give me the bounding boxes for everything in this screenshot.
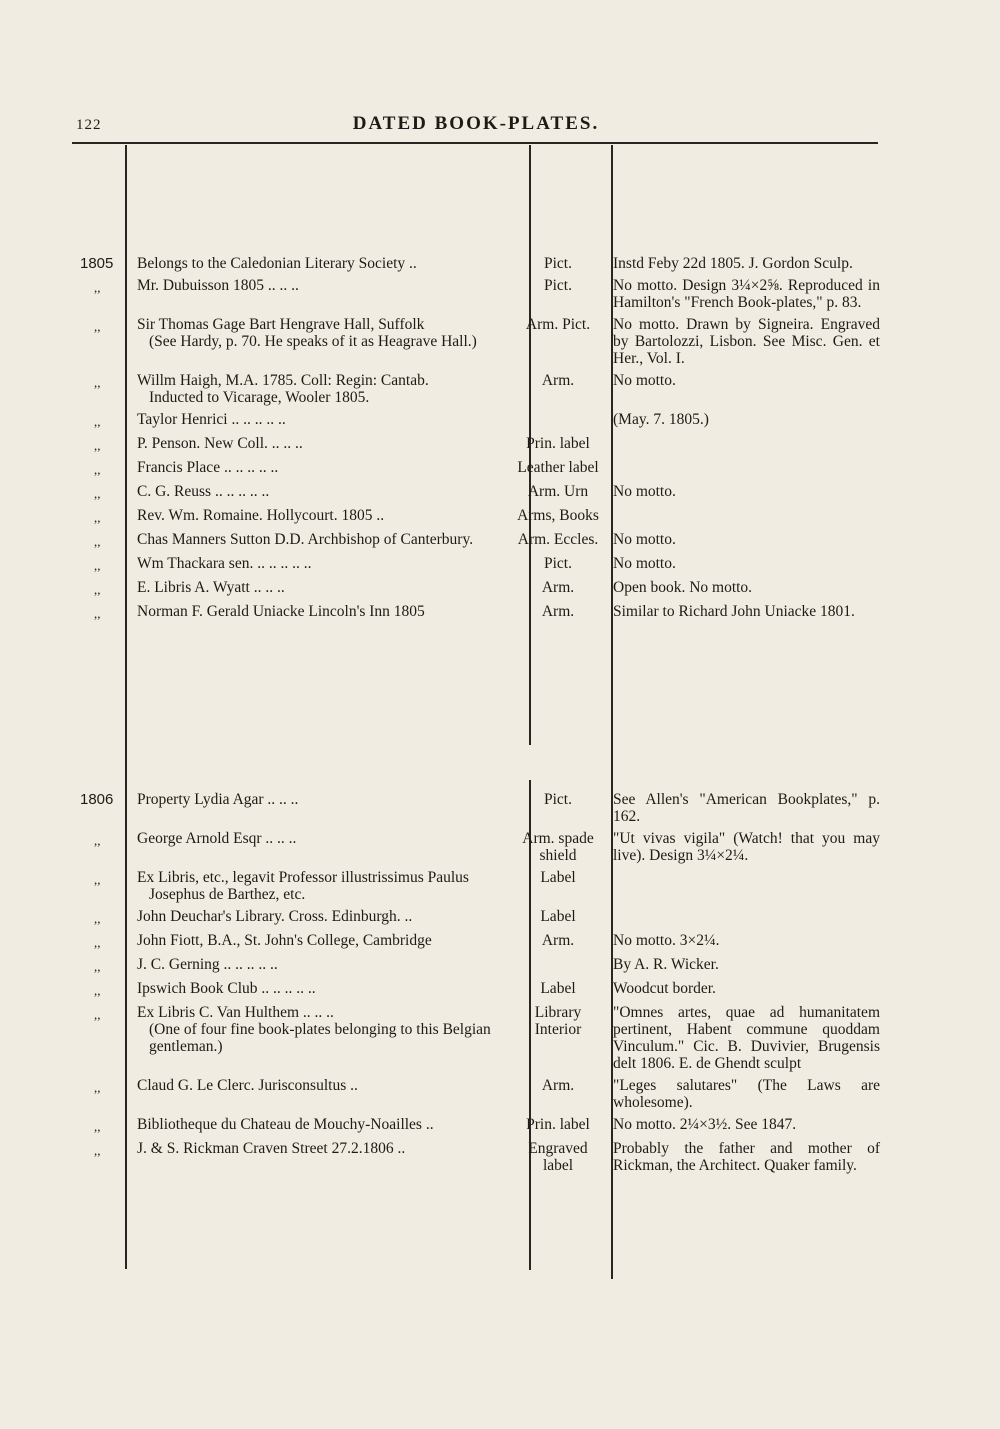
owner-subnote: (See Hardy, p. 70. He speaks of it as Heagrave Hall.) [149,333,477,350]
style-cell: Prin. label [526,435,590,452]
owner-cell [132,411,517,428]
year-cell: ,, [94,510,101,525]
owner-cell [132,869,517,903]
owner-name: Claud G. Le Clerc. Jurisconsultus .. [137,1077,358,1094]
page-header [72,113,880,143]
style-cell: Label [540,908,576,925]
owner-cell [132,277,517,294]
owner-subnote: Inducted to Vicarage, Wooler 1805. [149,389,370,406]
owner-name: Rev. Wm. Romaine. Hollycourt. 1805 .. [137,507,385,524]
owner-cell [132,507,517,524]
year-cell: ,, [94,375,101,390]
notes-cell: Instd Feby 22d 1805. J. Gordon Sculp. [613,255,853,272]
year-cell: ,, [94,959,101,974]
notes-cell: "Ut vivas vigila" (Watch! that you may live). Design 3¼×2¼. [613,830,880,864]
year-cell: ,, [94,414,101,429]
notes-cell: Woodcut border. [613,980,716,997]
style-cell: Arm. spade shield [522,830,594,864]
year-cell: ,, [94,1007,101,1022]
year-cell: ,, [94,1080,101,1095]
year-cell: ,, [94,582,101,597]
owner-cell [132,791,517,808]
owner-name: Chas Manners Sutton D.D. Archbishop of Canterbury. [137,531,474,548]
table-row [72,255,880,272]
owner-name: Sir Thomas Gage Bart Hengrave Hall, Suffolk [137,316,425,333]
year-cell: ,, [94,872,101,887]
style-cell: Arm. Pict. [525,316,591,333]
style-cell: Arm. Urn [527,483,589,500]
table-row [72,1140,880,1174]
table-row [72,411,880,430]
table-row [72,603,880,622]
owner-name: Bibliotheque du Chateau de Mouchy-Noailles .. [137,1116,434,1133]
style-cell: Pict. [544,791,572,808]
owner-cell [132,603,517,620]
table-row [72,555,880,574]
notes-cell: No motto. 3×2¼. [613,932,720,949]
notes-cell: Similar to Richard John Uniacke 1801. [613,603,855,620]
table-row [72,1004,880,1072]
owner-name: Ex Libris C. Van Hulthem .. .. .. [137,1004,334,1021]
owner-cell [132,956,517,973]
table-row [72,791,880,825]
year-cell: ,, [94,1143,101,1158]
notes-cell: "Leges salutares" (The Laws are wholesome). [613,1077,880,1111]
owner-cell [132,908,517,925]
year-cell: ,, [94,534,101,549]
section-1805 [72,255,880,627]
notes-cell: Open book. No motto. [613,579,753,596]
table-row [72,531,880,550]
style-cell: Pict. [544,277,572,294]
style-cell: Arm. [541,579,575,596]
notes-cell: See Allen's "American Bookplates," p. 162. [613,791,880,825]
year-cell: 1805 [80,255,114,272]
notes-cell: No motto. Drawn by Signeira. Engraved by Bartolozzi, Lisbon. See Misc. Gen. et Her., Vol. I. [613,316,880,367]
year-cell: ,, [94,833,101,848]
owner-name: Ex Libris, etc., legavit Professor illustrissimus Paulus [137,869,469,886]
style-cell: Pict. [544,255,572,272]
style-cell: Leather label [517,459,599,476]
running-title: DATED BOOK-PLATES. [352,113,600,134]
year-cell: ,, [94,935,101,950]
owner-cell [132,579,517,596]
table-row [72,869,880,903]
owner-name: J. C. Gerning .. .. .. .. .. [137,956,278,973]
notes-cell: No motto. [613,555,676,572]
year-cell: ,, [94,438,101,453]
table-row [72,830,880,864]
table-row [72,483,880,502]
header-rule [72,142,878,144]
notes-cell: "Omnes artes, quae ad humanitatem pertinent, Habent commune quoddam Vinculum." Cic. B. Duvivier, Brugensis delt 1806. E. de Ghendt sculpt [613,1004,880,1072]
year-cell: ,, [94,486,101,501]
style-cell: Label [540,980,576,997]
owner-cell [132,555,517,572]
style-cell: Arm. [541,932,575,949]
owner-name: C. G. Reuss .. .. .. .. .. [137,483,270,500]
owner-name: Francis Place .. .. .. .. .. [137,459,279,476]
table-row [72,1116,880,1135]
owner-cell [132,435,517,452]
owner-cell [132,1140,517,1157]
style-cell: Prin. label [526,1116,590,1133]
notes-cell: (May. 7. 1805.) [613,411,709,428]
owner-subnote: Josephus de Barthez, etc. [149,886,306,903]
year-cell: ,, [94,558,101,573]
notes-cell: No motto. [613,372,676,389]
owner-name: Willm Haigh, M.A. 1785. Coll: Regin: Cantab. [137,372,429,389]
table-row [72,956,880,975]
year-cell: ,, [94,606,101,621]
style-cell: Arm. Eccles. [517,531,599,548]
table-row [72,932,880,951]
owner-name: P. Penson. New Coll. .. .. .. [137,435,303,452]
notes-cell: No motto. 2¼×3½. See 1847. [613,1116,797,1133]
year-cell: 1806 [80,791,114,808]
owner-name: Wm Thackara sen. .. .. .. .. .. [137,555,312,572]
notes-cell: Probably the father and mother of Rickman, the Architect. Quaker family. [613,1140,880,1174]
style-cell: Arm. [541,372,575,389]
table-row [72,316,880,367]
year-cell: ,, [94,1119,101,1134]
owner-cell [132,1116,517,1133]
table-row [72,980,880,999]
table-row [72,435,880,454]
style-cell: Engraved label [528,1140,588,1174]
owner-cell [132,483,517,500]
year-cell: ,, [94,462,101,477]
owner-name: Belongs to the Caledonian Literary Society .. [137,255,417,272]
owner-cell [132,1077,517,1094]
year-cell: ,, [94,911,101,926]
table-row [72,579,880,598]
style-cell: Pict. [544,555,572,572]
table-row [72,277,880,311]
owner-cell [132,459,517,476]
notes-cell: No motto. [613,531,676,548]
year-cell: ,, [94,983,101,998]
owner-cell [132,372,517,406]
table-row [72,459,880,478]
table-row [72,1077,880,1111]
style-cell: Arm. [541,603,575,620]
table-row [72,372,880,406]
owner-cell [132,932,517,949]
table-row [72,507,880,526]
owner-cell [132,980,517,997]
table-row [72,908,880,927]
style-cell: Arms, Books [517,507,599,524]
owner-cell [132,255,517,272]
style-cell: Library Interior [534,1004,582,1038]
owner-name: Ipswich Book Club .. .. .. .. .. [137,980,316,997]
owner-name: Norman F. Gerald Uniacke Lincoln's Inn 1805 [137,603,425,620]
owner-subnote: (One of four fine book-plates belonging to this Belgian gentleman.) [149,1021,491,1055]
owner-name: E. Libris A. Wyatt .. .. .. [137,579,285,596]
owner-cell [132,531,517,548]
owner-name: John Deuchar's Library. Cross. Edinburgh. .. [137,908,413,925]
notes-cell: By A. R. Wicker. [613,956,719,973]
owner-cell [132,316,517,350]
notes-cell: No motto. Design 3¼×2⅝. Reproduced in Hamilton's "French Book-plates," p. 83. [613,277,880,311]
owner-name: J. & S. Rickman Craven Street 27.2.1806 .. [137,1140,406,1157]
section-1806 [72,791,880,1179]
owner-name: Taylor Henrici .. .. .. .. .. [137,411,286,428]
style-cell: Arm. [541,1077,575,1094]
page-number: 122 [76,117,102,133]
owner-cell [132,1004,517,1055]
year-cell: ,, [94,319,101,334]
notes-cell: No motto. [613,483,676,500]
owner-cell [132,830,517,847]
owner-name: George Arnold Esqr .. .. .. [137,830,297,847]
owner-name: Mr. Dubuisson 1805 .. .. .. [137,277,299,294]
year-cell: ,, [94,280,101,295]
owner-name: John Fiott, B.A., St. John's College, Cambridge [137,932,432,949]
owner-name: Property Lydia Agar .. .. .. [137,791,299,808]
style-cell: Label [540,869,576,886]
